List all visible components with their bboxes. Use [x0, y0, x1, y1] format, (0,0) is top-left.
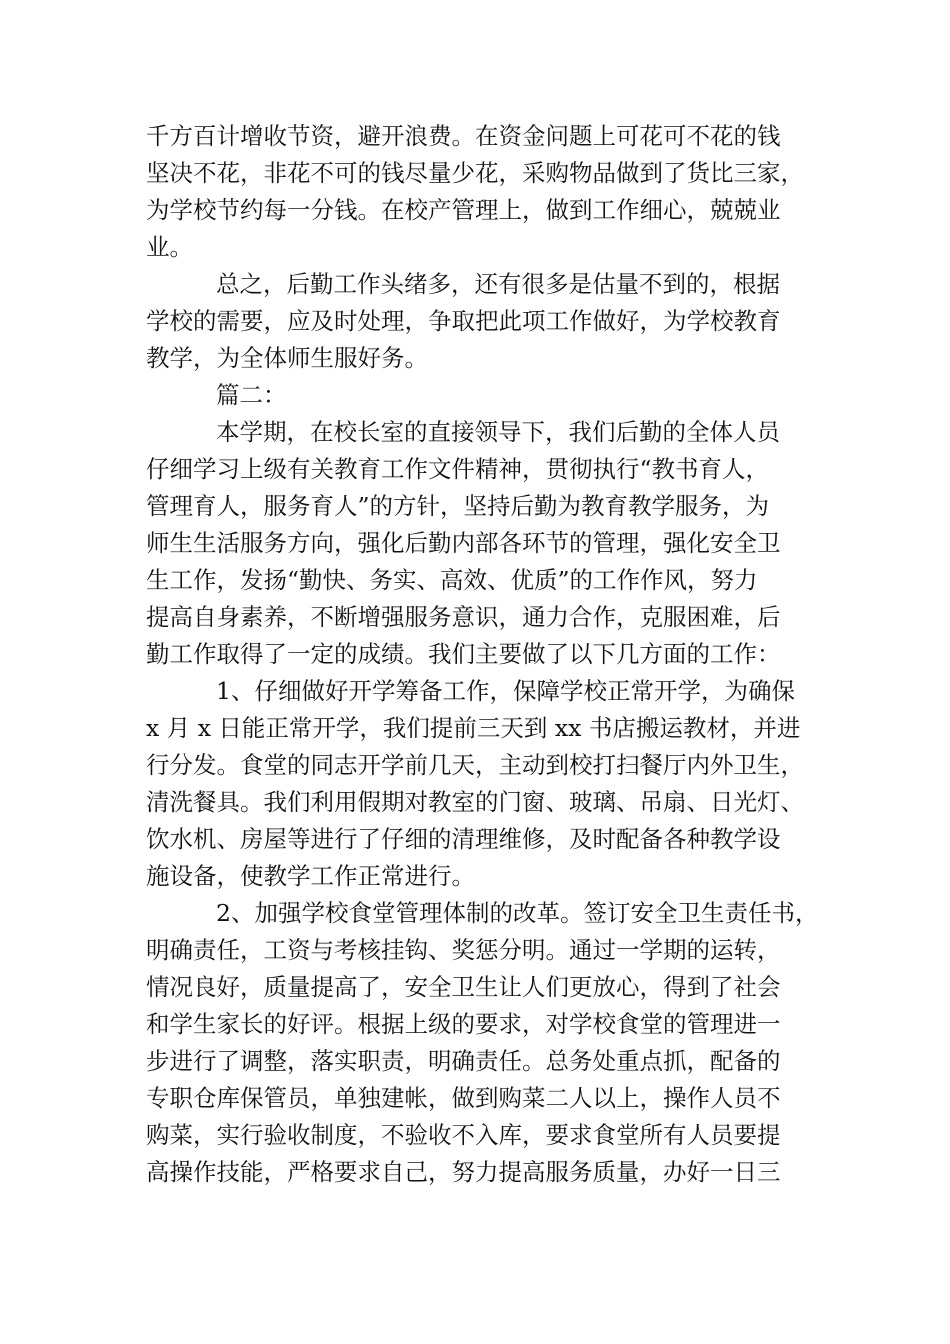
text-line: 本学期，在校长室的直接领导下，我们后勤的全体人员 — [216, 418, 780, 446]
paragraph-2 — [146, 266, 814, 377]
text-line: 为学校节约每一分钱。在校产管理上，做到工作细心，兢兢业 — [146, 196, 781, 224]
text-line: 明确责任，工资与考核挂钩、奖惩分明。通过一学期的运转， — [146, 936, 781, 964]
section-heading — [146, 377, 814, 414]
text-line: x 月 x 日能正常开学，我们提前三天到 xx 书店搬运教材，并进 — [146, 714, 801, 742]
text-line: 生工作，发扬“勤快、务实、高效、优质”的工作作风，努力 — [146, 566, 758, 594]
text-line: 饮水机、房屋等进行了仔细的清理维修，及时配备各种教学设 — [146, 825, 781, 853]
text-line: 行分发。食堂的同志开学前几天，主动到校打扫餐厅内外卫生， — [146, 751, 804, 779]
text-line: 专职仓库保管员，单独建帐，做到购菜二人以上，操作人员不 — [146, 1084, 781, 1112]
paragraph-5 — [146, 895, 819, 1191]
text-line: 教学，为全体师生服好务。 — [146, 344, 428, 372]
text-line: 管理育人，服务育人”的方针，坚持后勤为教育教学服务，为 — [146, 492, 770, 520]
text-line: 步进行了调整，落实职责，明确责任。总务处重点抓，配备的 — [146, 1047, 781, 1075]
text-line: 提高自身素养，不断增强服务意识，通力合作，克服困难，后 — [146, 603, 781, 631]
paragraph-3 — [146, 414, 814, 673]
text-line: 学校的需要，应及时处理，争取把此项工作做好，为学校教育 — [146, 307, 781, 335]
text-line: 清洗餐具。我们利用假期对教室的门窗、玻璃、吊扇、日光灯、 — [146, 788, 804, 816]
text-line: 勤工作取得了一定的成绩。我们主要做了以下几方面的工作： — [146, 640, 781, 668]
text-line: 和学生家长的好评。根据上级的要求，对学校食堂的管理进一 — [146, 1010, 781, 1038]
document-body — [146, 118, 819, 1191]
text-line: 情况良好，质量提高了，安全卫生让人们更放心，得到了社会 — [146, 973, 781, 1001]
text-line: 业。 — [146, 233, 193, 261]
paragraph-4 — [146, 673, 814, 895]
text-line: 总之，后勤工作头绪多，还有很多是估量不到的，根据 — [216, 270, 780, 298]
text-line: 仔细学习上级有关教育工作文件精神，贯彻执行“教书育人， — [146, 455, 770, 483]
text-line: 坚决不花，非花不可的钱尽量少花，采购物品做到了货比三家， — [146, 159, 804, 187]
text-line: 高操作技能，严格要求自己，努力提高服务质量，办好一日三 — [146, 1158, 781, 1186]
text-line: 购菜，实行验收制度，不验收不入库，要求食堂所有人员要提 — [146, 1121, 781, 1149]
text-line: 千方百计增收节资，避开浪费。在资金问题上可花可不花的钱 — [146, 122, 781, 150]
text-line: 2、加强学校食堂管理体制的改革。签订安全卫生责任书， — [216, 899, 819, 927]
text-line: 施设备，使教学工作正常进行。 — [146, 862, 475, 890]
text-line: 1、仔细做好开学筹备工作，保障学校正常开学，为确保 — [216, 677, 795, 705]
text-line: 师生生活服务方向，强化后勤内部各环节的管理，强化安全卫 — [146, 529, 781, 557]
heading-line: 篇二： — [216, 381, 287, 409]
paragraph-1 — [146, 118, 814, 266]
